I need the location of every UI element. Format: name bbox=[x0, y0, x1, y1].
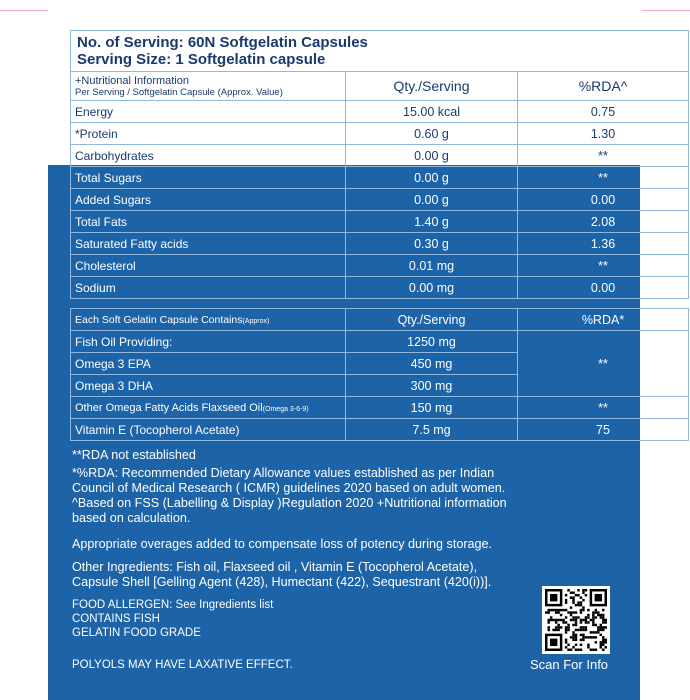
row-qty: 450 mg bbox=[346, 353, 518, 375]
note-rda-1: *%RDA: Recommended Dietary Allowance values established as per Indian bbox=[72, 466, 495, 480]
row-qty: 1.40 g bbox=[346, 211, 518, 233]
row-name: Omega 3 DHA bbox=[71, 375, 346, 397]
note-rda-2: Council of Medical Research ( ICMR) guidelines 2020 based on adult women. bbox=[72, 481, 506, 495]
row-rda: 2.08 bbox=[518, 211, 689, 233]
serving-row bbox=[71, 31, 689, 72]
table-row bbox=[71, 397, 689, 419]
row-name: Vitamin E (Tocopherol Acetate) bbox=[71, 419, 346, 441]
table-row bbox=[71, 167, 689, 189]
capsule-title: Each Soft Gelatin Capsule Contains bbox=[75, 313, 243, 326]
capsule-title-note: (Approx) bbox=[242, 317, 270, 325]
row-rda: 1.36 bbox=[518, 233, 689, 255]
row-name: Omega 3 EPA bbox=[71, 353, 346, 375]
row-rda: 0.00 bbox=[518, 189, 689, 211]
trim-line-right bbox=[642, 10, 690, 11]
qr-code-icon bbox=[545, 589, 607, 651]
row-name-cell bbox=[71, 397, 346, 419]
row-qty: 300 mg bbox=[346, 375, 518, 397]
nutrition-subtitle: Per Serving / Softgelatin Capsule (Approx. Value) bbox=[75, 86, 283, 98]
contains-line: CONTAINS FISH bbox=[72, 613, 160, 625]
gelatin-line: GELATIN FOOD GRADE bbox=[72, 627, 201, 639]
row-qty: 0.00 g bbox=[346, 189, 518, 211]
row-rda: ** bbox=[518, 255, 689, 277]
row-rda: 0.75 bbox=[518, 101, 689, 123]
capsule-col-qty: Qty./Serving bbox=[346, 309, 518, 331]
serving-info bbox=[71, 31, 689, 72]
qr-code[interactable] bbox=[542, 586, 610, 654]
nutrition-table bbox=[70, 30, 689, 299]
serving-size: Serving Size: 1 Softgelatin capsule bbox=[77, 51, 326, 68]
row-qty: 15.00 kcal bbox=[346, 101, 518, 123]
table-row bbox=[71, 233, 689, 255]
row-rda: ** bbox=[518, 145, 689, 167]
allergen-line: FOOD ALLERGEN: See Ingredients list bbox=[72, 599, 274, 611]
row-name: Added Sugars bbox=[71, 189, 346, 211]
capsule-table bbox=[70, 308, 689, 441]
row-name: Energy bbox=[71, 101, 346, 123]
nutrition-header-row bbox=[71, 72, 689, 101]
nutrition-title: +Nutritional Information bbox=[75, 74, 190, 87]
rda-notes bbox=[72, 448, 507, 526]
table-row bbox=[71, 331, 689, 353]
ingredients bbox=[72, 560, 491, 590]
row-qty: 0.00 g bbox=[346, 145, 518, 167]
row-name: Saturated Fatty acids bbox=[71, 233, 346, 255]
nutrition-col-qty: Qty./Serving bbox=[346, 72, 518, 101]
row-note: (Omega 3-6-9) bbox=[262, 405, 309, 413]
scan-label: Scan For Info bbox=[530, 657, 609, 672]
group-rda: ** bbox=[518, 331, 689, 397]
table-row bbox=[71, 255, 689, 277]
nutrition-title-cell bbox=[71, 72, 346, 101]
capsule-col-rda: %RDA* bbox=[518, 309, 689, 331]
table-row bbox=[71, 101, 689, 123]
row-name: Cholesterol bbox=[71, 255, 346, 277]
capsule-header-row bbox=[71, 309, 689, 331]
row-rda: 75 bbox=[518, 419, 689, 441]
capsule-title-cell bbox=[71, 309, 346, 331]
row-name: Other Omega Fatty Acids Flaxseed Oil bbox=[75, 401, 263, 414]
row-qty: 0.00 mg bbox=[346, 277, 518, 299]
row-qty: 150 mg bbox=[346, 397, 518, 419]
ingredients-line-1: Other Ingredients: Fish oil, Flaxseed oil , Vitamin E (Tocopherol Acetate), bbox=[72, 560, 478, 574]
note-fss-2: based on calculation. bbox=[72, 511, 191, 525]
row-qty: 0.30 g bbox=[346, 233, 518, 255]
note-fss-1: ^Based on FSS (Labelling & Display )Regulation 2020 +Nutritional information bbox=[72, 496, 507, 510]
trim-line-left bbox=[0, 10, 48, 11]
ingredients-line-2: Capsule Shell [Gelling Agent (428), Humectant (422), Sequestrant (420(i))]. bbox=[72, 575, 492, 589]
polyols-warning: POLYOLS MAY HAVE LAXATIVE EFFECT. bbox=[72, 659, 293, 671]
row-qty: 0.00 g bbox=[346, 167, 518, 189]
row-name: Carbohydrates bbox=[71, 145, 346, 167]
row-name: Sodium bbox=[71, 277, 346, 299]
row-qty: 1250 mg bbox=[346, 331, 518, 353]
table-row bbox=[71, 123, 689, 145]
row-rda: ** bbox=[518, 397, 689, 419]
nutrition-col-rda: %RDA^ bbox=[518, 72, 689, 101]
serving-count: No. of Serving: 60N Softgelatin Capsules bbox=[77, 34, 368, 51]
row-rda: 1.30 bbox=[518, 123, 689, 145]
row-qty: 0.01 mg bbox=[346, 255, 518, 277]
note-not-established: **RDA not established bbox=[72, 448, 196, 462]
table-row bbox=[71, 277, 689, 299]
allergen-info bbox=[72, 598, 273, 640]
table-row bbox=[71, 189, 689, 211]
table-row bbox=[71, 211, 689, 233]
table-row bbox=[71, 419, 689, 441]
row-name: *Protein bbox=[71, 123, 346, 145]
row-qty: 7.5 mg bbox=[346, 419, 518, 441]
row-rda: 0.00 bbox=[518, 277, 689, 299]
row-qty: 0.60 g bbox=[346, 123, 518, 145]
table-row bbox=[71, 145, 689, 167]
row-name: Total Sugars bbox=[71, 167, 346, 189]
row-rda: ** bbox=[518, 167, 689, 189]
overages-note: Appropriate overages added to compensate loss of potency during storage. bbox=[72, 537, 493, 551]
row-name: Fish Oil Providing: bbox=[71, 331, 346, 353]
row-name: Total Fats bbox=[71, 211, 346, 233]
